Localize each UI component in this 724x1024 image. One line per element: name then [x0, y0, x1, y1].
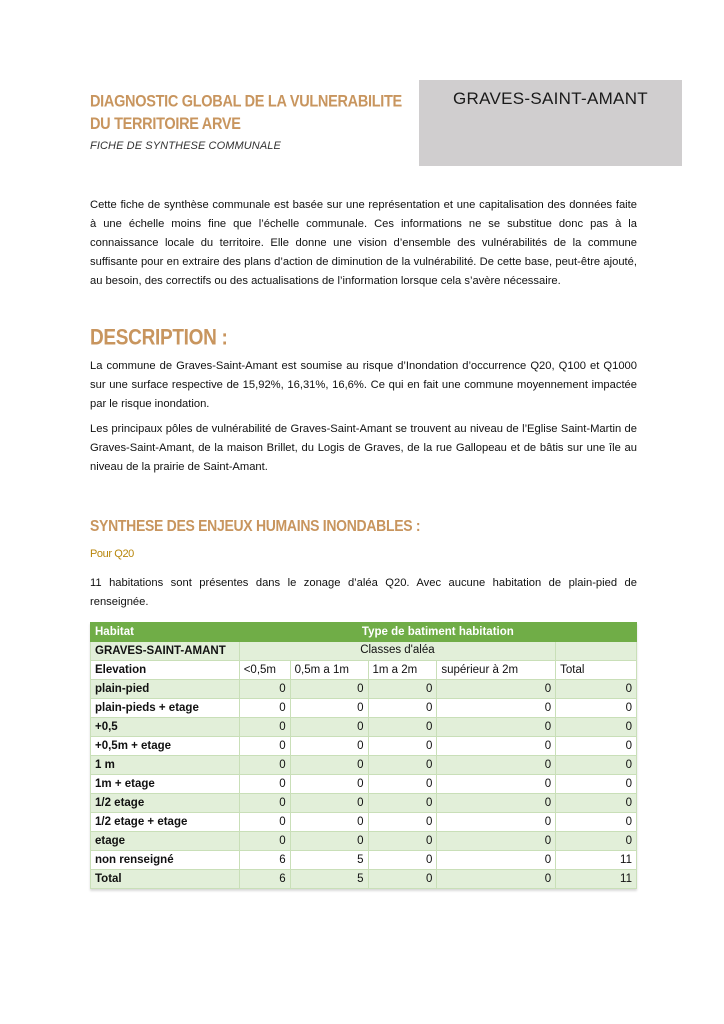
row-value: 0	[368, 737, 437, 756]
row-value: 0	[239, 832, 290, 851]
classes-alea-cell: Classes d'aléa	[239, 642, 555, 661]
row-value: 0	[239, 794, 290, 813]
row-value: 0	[556, 718, 637, 737]
title-line-2: DU TERRITOIRE ARVE	[90, 115, 241, 134]
row-value: 0	[437, 794, 556, 813]
q20-subheading: Pour Q20	[90, 548, 134, 560]
row-label: plain-pieds + etage	[91, 699, 240, 718]
table-row	[91, 756, 637, 775]
commune-cell: GRAVES-SAINT-AMANT	[91, 642, 240, 661]
commune-name: GRAVES-SAINT-AMANT	[453, 89, 648, 108]
row-value: 0	[239, 737, 290, 756]
table-row	[91, 718, 637, 737]
row-value: 0	[437, 756, 556, 775]
row-label: 1 m	[91, 756, 240, 775]
row-label: +0,5m + etage	[91, 737, 240, 756]
row-value: 0	[437, 775, 556, 794]
habitat-table	[90, 622, 637, 889]
row-value: 0	[368, 756, 437, 775]
row-value: 0	[437, 851, 556, 870]
row-value: 5	[290, 870, 368, 889]
row-value: 11	[556, 851, 637, 870]
empty-cell	[556, 642, 637, 661]
row-value: 11	[556, 870, 637, 889]
row-value: 0	[556, 813, 637, 832]
row-value: 0	[368, 680, 437, 699]
table-row	[91, 870, 637, 889]
row-value: 0	[239, 813, 290, 832]
table-row	[91, 775, 637, 794]
row-value: 0	[239, 680, 290, 699]
row-label: 1m + etage	[91, 775, 240, 794]
description-paragraph-1: La commune de Graves-Saint-Amant est soumise au risque d’Inondation d’occurrence Q20, Q100 et Q1000 sur une surface respective de 15,92%, 16,31%, 16,6%. Ce qui en fait une commune moyennement impactée par le risque inondation.	[90, 360, 637, 410]
row-value: 0	[368, 775, 437, 794]
row-value: 0	[437, 870, 556, 889]
row-value: 0	[290, 756, 368, 775]
table-row	[91, 737, 637, 756]
row-value: 0	[368, 794, 437, 813]
row-value: 0	[239, 699, 290, 718]
row-value: 0	[290, 699, 368, 718]
row-value: 0	[368, 699, 437, 718]
row-value: 0	[290, 680, 368, 699]
row-value: 0	[556, 756, 637, 775]
table-columns-row	[91, 661, 637, 680]
row-value: 0	[556, 832, 637, 851]
row-value: 5	[290, 851, 368, 870]
row-label: 1/2 etage	[91, 794, 240, 813]
row-value: 0	[437, 832, 556, 851]
col-elevation: Elevation	[91, 661, 240, 680]
row-label: etage	[91, 832, 240, 851]
row-value: 0	[290, 794, 368, 813]
col-gt-2: supérieur à 2m	[437, 661, 556, 680]
row-value: 0	[239, 775, 290, 794]
row-value: 0	[368, 718, 437, 737]
row-value: 0	[556, 737, 637, 756]
table-row	[91, 832, 637, 851]
row-value: 0	[239, 756, 290, 775]
col-1-2: 1m a 2m	[368, 661, 437, 680]
intro-paragraph: Cette fiche de synthèse communale est basée sur une représentation et une capitalisation des données faite à une échelle moins fine que l’échelle communale. Ces informations ne se substitue donc pas à la connaissance locale du territoire. Elle donne une vision d’ensemble des vulnérabilités de la commune suffisante pour en extraire des plans d’action de diminution de la vulnérabilité. De cette base, peut-être ajouté, au besoin, des correctifs ou des actualisations de l’information lorsque cela s’avère nécessaire.	[90, 199, 637, 287]
row-label: 1/2 etage + etage	[91, 813, 240, 832]
col-total: Total	[556, 661, 637, 680]
row-value: 0	[290, 737, 368, 756]
commune-box	[419, 80, 682, 166]
header-type-batiment: Type de batiment habitation	[239, 623, 636, 642]
row-value: 0	[437, 737, 556, 756]
row-value: 0	[437, 718, 556, 737]
row-value: 0	[437, 699, 556, 718]
table-row	[91, 851, 637, 870]
row-value: 6	[239, 870, 290, 889]
row-value: 0	[556, 699, 637, 718]
document-header	[90, 91, 410, 152]
row-value: 0	[437, 813, 556, 832]
row-value: 0	[290, 813, 368, 832]
row-value: 0	[290, 775, 368, 794]
row-value: 0	[556, 794, 637, 813]
table-row	[91, 699, 637, 718]
row-value: 0	[239, 718, 290, 737]
row-value: 0	[368, 813, 437, 832]
row-value: 0	[290, 718, 368, 737]
row-value: 0	[368, 870, 437, 889]
row-label: plain-pied	[91, 680, 240, 699]
table-header-row	[91, 623, 637, 642]
synthese-paragraph: 11 habitations sont présentes dans le zonage d’aléa Q20. Avec aucune habitation de plain-pied de renseignée.	[90, 577, 637, 608]
table-row	[91, 794, 637, 813]
table-row	[91, 680, 637, 699]
document-title	[90, 91, 410, 136]
row-value: 0	[437, 680, 556, 699]
col-05-1: 0,5m a 1m	[290, 661, 368, 680]
row-label: Total	[91, 870, 240, 889]
table-subheader-row	[91, 642, 637, 661]
row-value: 0	[368, 832, 437, 851]
row-value: 0	[556, 775, 637, 794]
table-row	[91, 813, 637, 832]
synthese-heading: SYNTHESE DES ENJEUX HUMAINS INONDABLES :	[90, 516, 421, 535]
row-label: +0,5	[91, 718, 240, 737]
row-value: 0	[556, 680, 637, 699]
row-value: 0	[290, 832, 368, 851]
header-habitat: Habitat	[91, 623, 240, 642]
document-subtitle: FICHE DE SYNTHESE COMMUNALE	[90, 140, 281, 152]
title-line-1: DIAGNOSTIC GLOBAL DE LA VULNERABILITE	[90, 93, 402, 112]
col-lt-05: <0,5m	[239, 661, 290, 680]
description-heading: DESCRIPTION :	[90, 326, 228, 351]
row-label: non renseigné	[91, 851, 240, 870]
row-value: 0	[368, 851, 437, 870]
row-value: 6	[239, 851, 290, 870]
description-paragraph-2: Les principaux pôles de vulnérabilité de Graves-Saint-Amant se trouvent au niveau de l’Eglise Saint-Martin de Graves-Saint-Amant, de la maison Brillet, du Logis de Graves, de la rue Gallopeau et de bâtis sur une île au niveau de la prairie de Saint-Amant.	[90, 423, 637, 473]
